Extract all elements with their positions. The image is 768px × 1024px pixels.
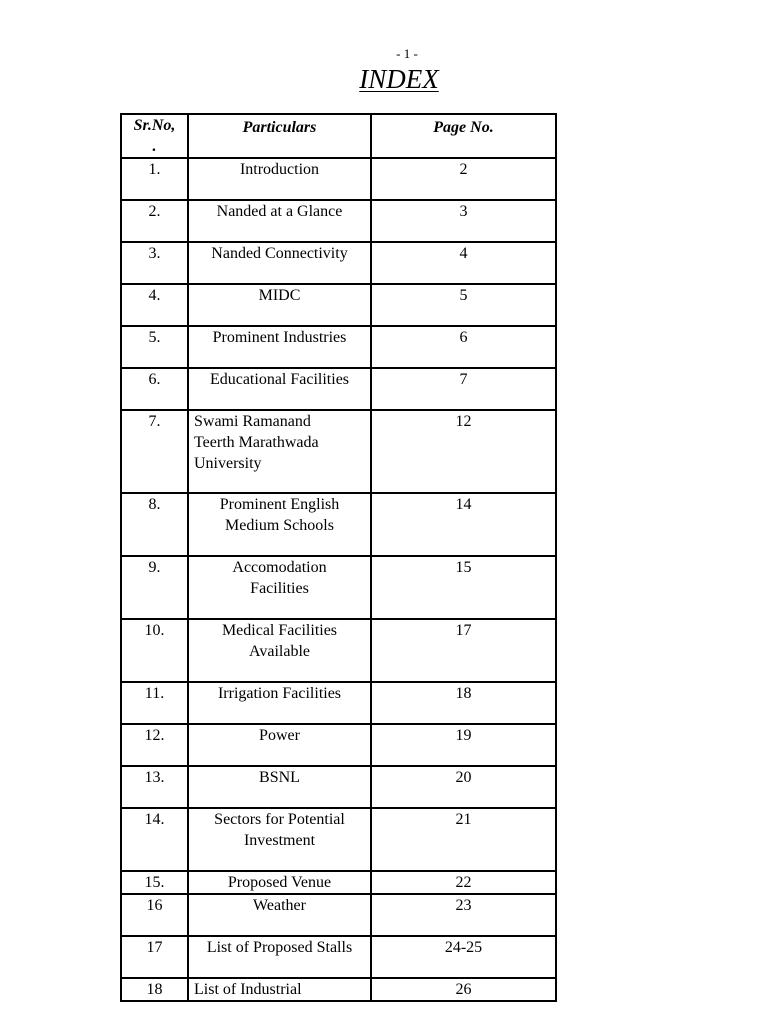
- particulars-line: List of Industrial: [194, 981, 302, 998]
- page-no-cell: 6: [371, 326, 556, 368]
- particulars-cell: [188, 724, 371, 766]
- page-no-cell: 12: [371, 410, 556, 493]
- particulars-cell: [188, 410, 371, 493]
- particulars-cell: [188, 158, 371, 200]
- particulars-line: Accomodation: [232, 559, 327, 576]
- particulars-cell: [188, 936, 371, 978]
- table-row: [121, 682, 556, 724]
- sr-no-cell: 8.: [121, 493, 188, 556]
- particulars-cell: [188, 326, 371, 368]
- table-header-row: [121, 114, 556, 158]
- particulars-cell: [188, 619, 371, 682]
- particulars-cell: [188, 242, 371, 284]
- particulars-line: Irrigation Facilities: [217, 685, 342, 702]
- page-no-cell: 20: [371, 766, 556, 808]
- particulars-line: Proposed Venue: [227, 874, 332, 891]
- column-header-sr-no-label: Sr.No,: [133, 117, 176, 134]
- particulars-line: MIDC: [258, 287, 301, 304]
- particulars-line: Nanded at a Glance: [216, 203, 343, 220]
- particulars-cell: [188, 368, 371, 410]
- particulars-line: BSNL: [259, 769, 300, 786]
- sr-no-cell: 11.: [121, 682, 188, 724]
- particulars-line: Medical Facilities: [221, 622, 338, 639]
- table-row: [121, 766, 556, 808]
- page-no-cell: 2: [371, 158, 556, 200]
- page-number: - 1 -: [396, 46, 418, 61]
- sr-no-cell: 12.: [121, 724, 188, 766]
- particulars-line: List of Proposed Stalls: [206, 939, 353, 956]
- particulars-line: Investment: [243, 832, 316, 849]
- page-no-cell: 22: [371, 871, 556, 894]
- table-row: [121, 368, 556, 410]
- particulars-cell: [188, 978, 371, 1001]
- particulars-cell: [188, 766, 371, 808]
- table-row: [121, 724, 556, 766]
- table-row: [121, 871, 556, 894]
- particulars-cell: [188, 556, 371, 619]
- table-row: [121, 158, 556, 200]
- particulars-line: Swami Ramanand: [194, 413, 311, 430]
- particulars-line: Nanded Connectivity: [211, 245, 348, 262]
- particulars-cell: [188, 493, 371, 556]
- table-row: [121, 894, 556, 936]
- sr-no-cell: 7.: [121, 410, 188, 493]
- particulars-line: University: [194, 455, 262, 472]
- particulars-cell: [188, 200, 371, 242]
- particulars-line: Educational Facilities: [209, 371, 350, 388]
- column-header-page-no: [371, 114, 556, 158]
- particulars-line: Prominent Industries: [212, 329, 347, 346]
- particulars-line: Available: [248, 643, 310, 660]
- particulars-line: Introduction: [239, 161, 320, 178]
- sr-no-cell: 15.: [121, 871, 188, 894]
- page-no-cell: 15: [371, 556, 556, 619]
- table-row: [121, 242, 556, 284]
- particulars-cell: [188, 871, 371, 894]
- page-no-cell: 7: [371, 368, 556, 410]
- column-header-particulars: [188, 114, 371, 158]
- page-title: INDEX: [359, 64, 439, 94]
- column-header-sr-no-dot: .: [152, 138, 157, 155]
- page-no-cell: 5: [371, 284, 556, 326]
- sr-no-cell: 1.: [121, 158, 188, 200]
- particulars-line: Medium Schools: [225, 517, 334, 534]
- table-row: [121, 410, 556, 493]
- table-row: [121, 978, 556, 1001]
- particulars-cell: [188, 682, 371, 724]
- page-no-cell: 19: [371, 724, 556, 766]
- particulars-line: Facilities: [250, 580, 309, 597]
- table-row: [121, 284, 556, 326]
- page-no-cell: 17: [371, 619, 556, 682]
- sr-no-cell: 18: [121, 978, 188, 1001]
- sr-no-cell: 3.: [121, 242, 188, 284]
- table-row: [121, 326, 556, 368]
- table-row: [121, 200, 556, 242]
- particulars-cell: [188, 894, 371, 936]
- page-no-cell: 23: [371, 894, 556, 936]
- sr-no-cell: 17: [121, 936, 188, 978]
- particulars-line: Teerth Marathwada: [194, 434, 319, 451]
- sr-no-cell: 10.: [121, 619, 188, 682]
- particulars-line: Power: [259, 727, 300, 744]
- table-row: [121, 936, 556, 978]
- particulars-line: Weather: [253, 897, 306, 914]
- sr-no-cell: 16: [121, 894, 188, 936]
- table-row: [121, 808, 556, 871]
- page-no-cell: 18: [371, 682, 556, 724]
- column-header-sr-no: [121, 114, 188, 158]
- column-header-page-no-label: Page No.: [433, 119, 494, 136]
- page-no-cell: 26: [371, 978, 556, 1001]
- table-row: [121, 556, 556, 619]
- sr-no-cell: 5.: [121, 326, 188, 368]
- page-no-cell: 24-25: [371, 936, 556, 978]
- sr-no-cell: 4.: [121, 284, 188, 326]
- particulars-cell: [188, 808, 371, 871]
- page-no-cell: 14: [371, 493, 556, 556]
- index-table: [120, 113, 557, 1002]
- sr-no-cell: 6.: [121, 368, 188, 410]
- page-no-cell: 21: [371, 808, 556, 871]
- sr-no-cell: 14.: [121, 808, 188, 871]
- sr-no-cell: 9.: [121, 556, 188, 619]
- sr-no-cell: 13.: [121, 766, 188, 808]
- sr-no-cell: 2.: [121, 200, 188, 242]
- page-no-cell: 4: [371, 242, 556, 284]
- particulars-line: Sectors for Potential: [214, 811, 345, 828]
- table-row: [121, 619, 556, 682]
- column-header-particulars-label: Particulars: [242, 119, 317, 136]
- page-no-cell: 3: [371, 200, 556, 242]
- table-row: [121, 493, 556, 556]
- particulars-line: Prominent English: [219, 496, 340, 513]
- particulars-cell: [188, 284, 371, 326]
